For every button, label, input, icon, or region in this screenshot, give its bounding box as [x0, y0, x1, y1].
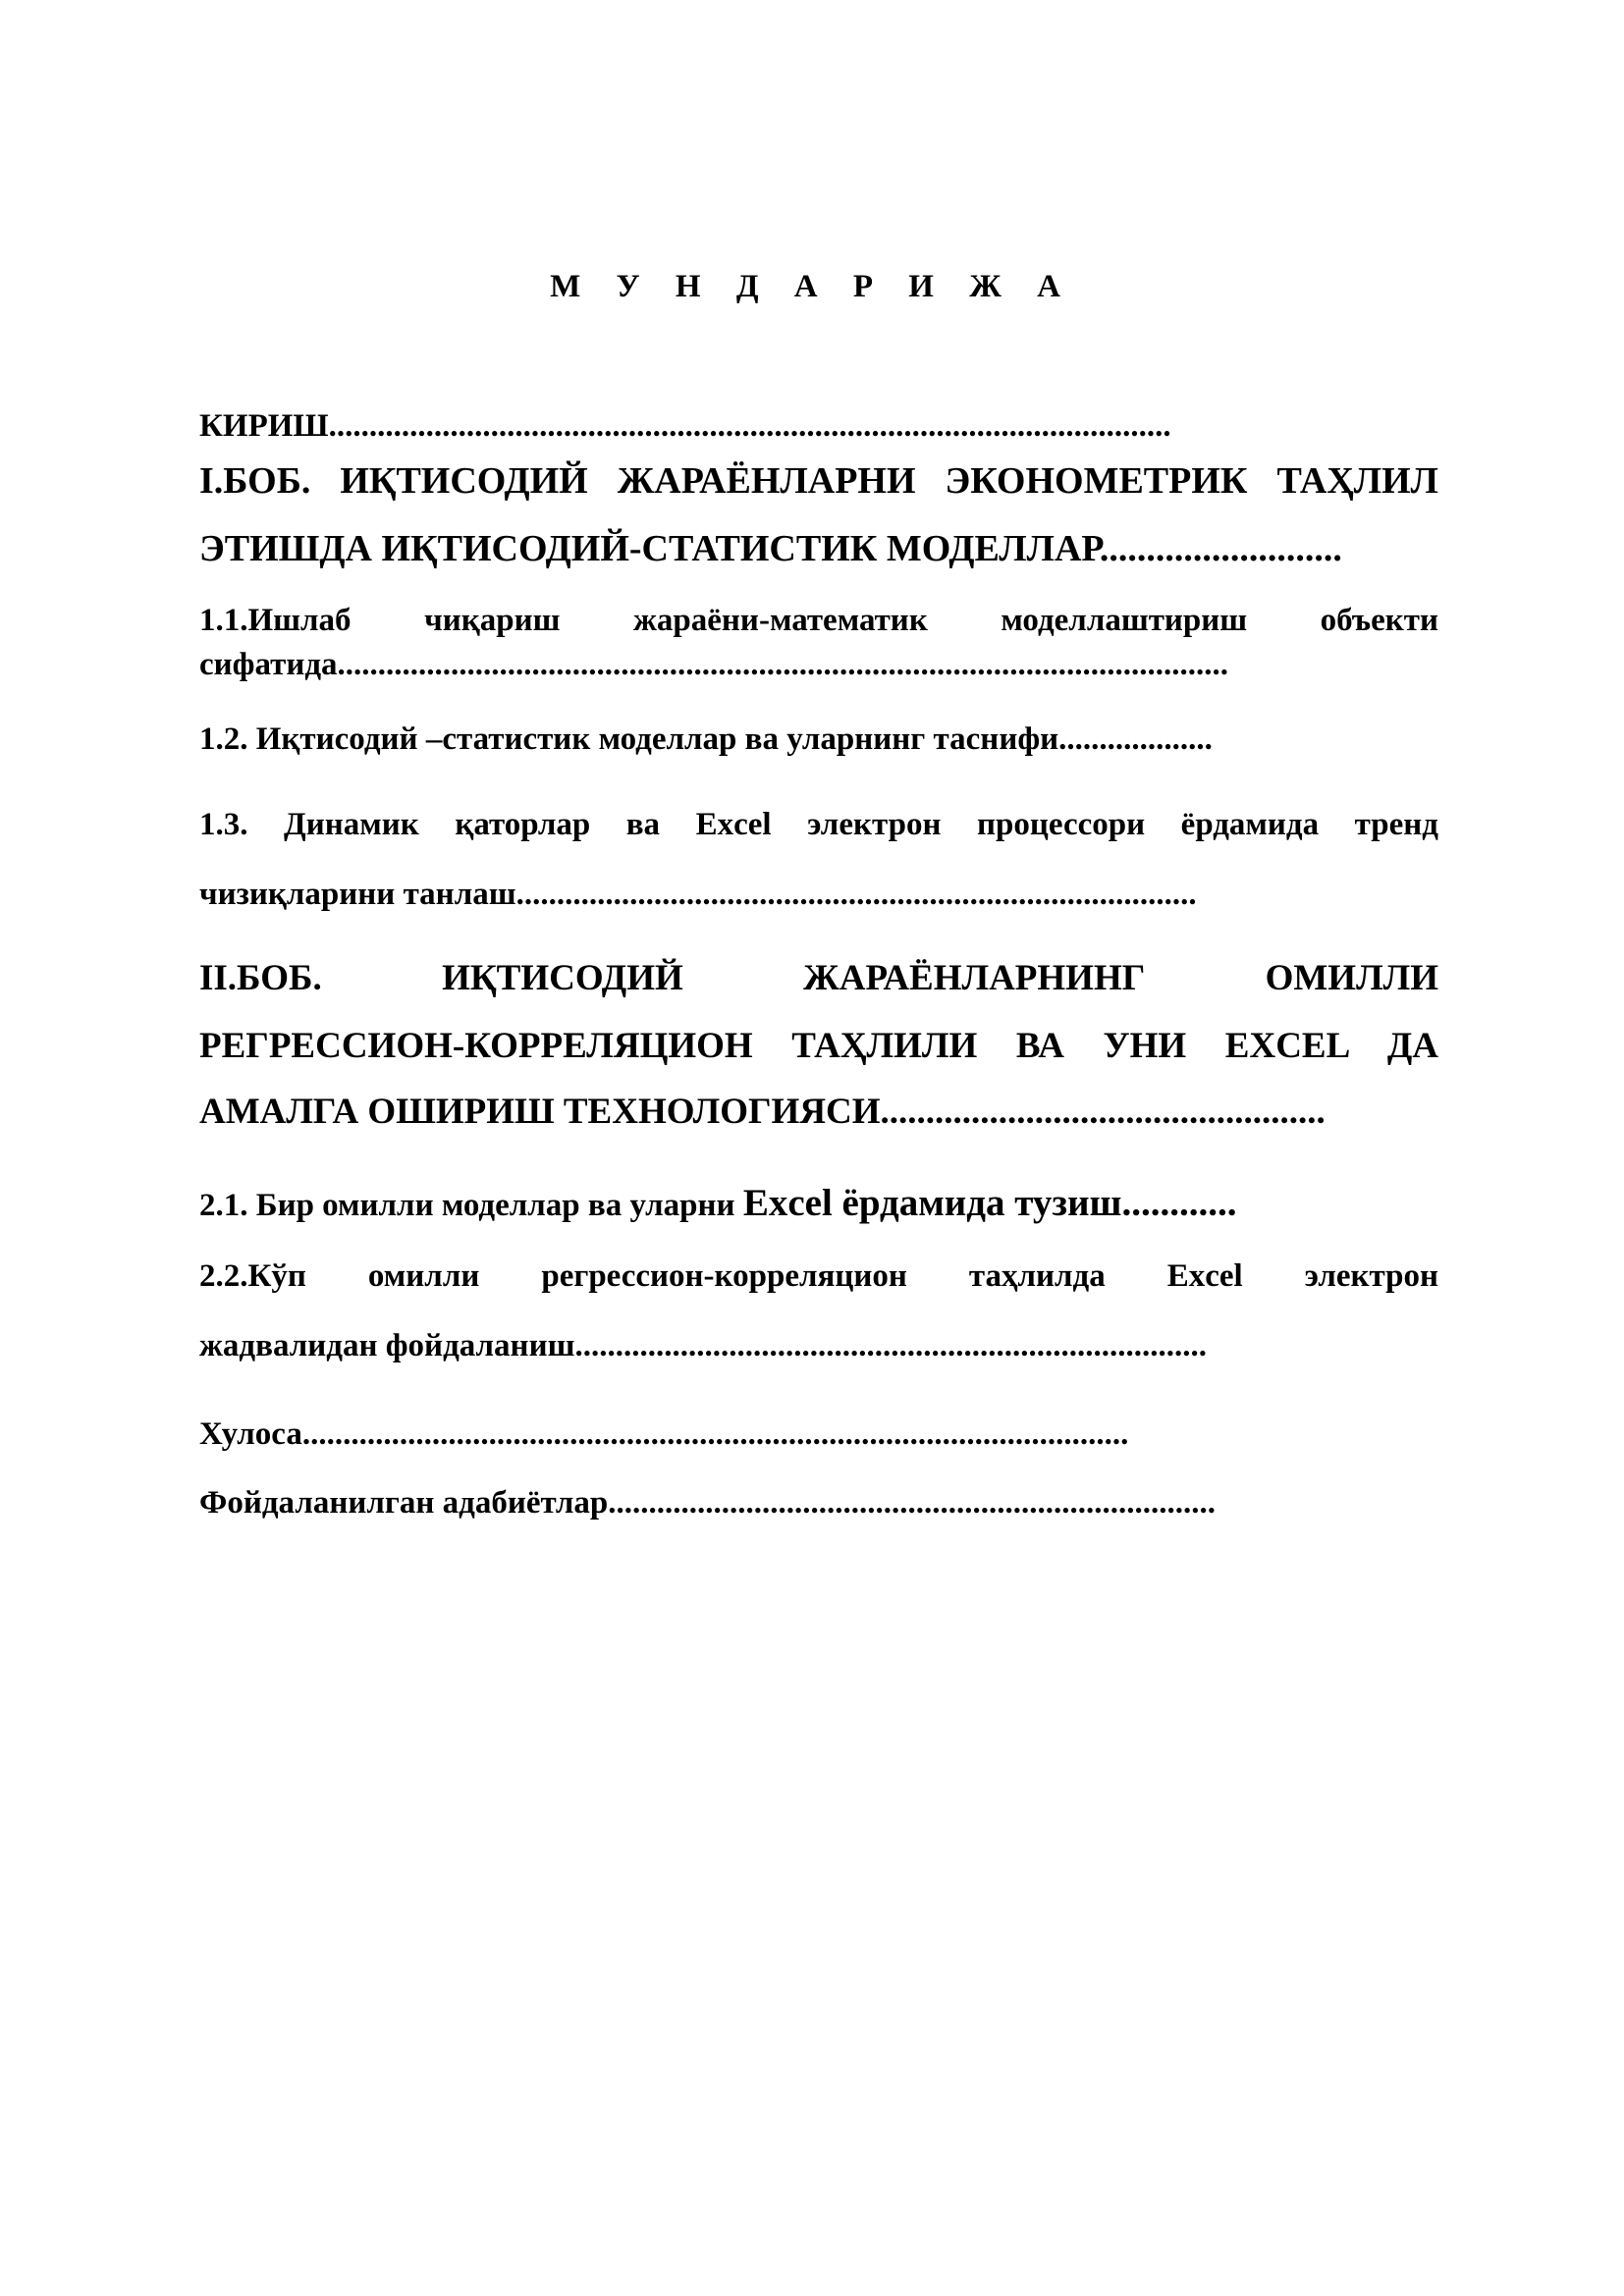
- toc-intro: КИРИШ........................................................................................................: [199, 408, 1171, 444]
- toc-section-2-1-text: 2.1. Бир омилли моделлар ва уларни: [199, 1188, 743, 1223]
- toc-section-2-1: [199, 1184, 1236, 1225]
- toc-conclusion: Хулоса......................................................................................................: [199, 1416, 1129, 1452]
- toc-chapter-2-line-2: РЕГРЕССИОН-КОРРЕЛЯЦИОН ТАҲЛИЛИ ВА УНИ EXCEL ДА: [199, 1026, 1438, 1066]
- toc-section-1-1-line-1: 1.1.Ишлаб чиқариш жараёни-математик моделлаштириш объекти: [199, 603, 1438, 638]
- toc-section-2-2-line-2: жадвалидан фойдаланиш..............................................................................: [199, 1328, 1207, 1363]
- toc-chapter-1-line-1: I.БОБ. ИҚТИСОДИЙ ЖАРАЁНЛАРНИ ЭКОНОМЕТРИК ТАҲЛИЛ: [199, 460, 1438, 502]
- toc-chapter-2-line-1: II.БОБ. ИҚТИСОДИЙ ЖАРАЁНЛАРНИНГ ОМИЛЛИ: [199, 958, 1438, 998]
- toc-section-1-2: 1.2. Иқтисодий –статистик моделлар ва уларнинг таснифи...................: [199, 721, 1213, 757]
- page-title: М У Н Д А Р И Ж А: [550, 269, 1074, 304]
- toc-section-1-3-line-2: чизиқларини танлаш....................................................................................: [199, 877, 1197, 912]
- toc-chapter-1-line-2: ЭТИШДА ИҚТИСОДИЙ-СТАТИСТИК МОДЕЛЛАР..........................: [199, 528, 1342, 569]
- toc-section-2-2-line-1: 2.2.Кўп омилли регрессион-корреляцион таҳлилда Excel электрон: [199, 1258, 1438, 1294]
- toc-section-1-1-line-2: сифатида..............................................................................................................: [199, 647, 1229, 682]
- toc-section-1-3-line-1: 1.3. Динамик қаторлар ва Excel электрон процессори ёрдамида тренд: [199, 807, 1438, 842]
- toc-references: Фойдаланилган адабиётлар...........................................................................: [199, 1485, 1217, 1521]
- toc-chapter-2-line-3: АМАЛГА ОШИРИШ ТЕХНОЛОГИЯСИ.................................................: [199, 1092, 1326, 1132]
- toc-section-2-1-excel-text: Excel ёрдамида тузиш............: [742, 1182, 1237, 1224]
